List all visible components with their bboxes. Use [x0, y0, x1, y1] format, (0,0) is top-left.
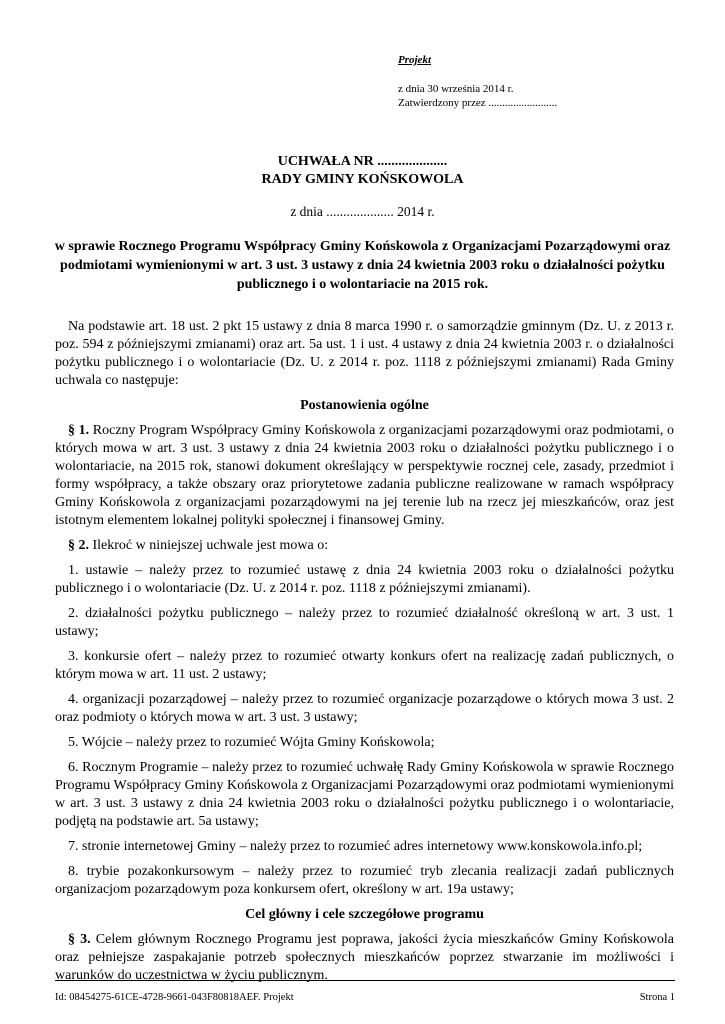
resolution-subject: w sprawie Rocznego Programu Współpracy Gminy Końskowola z Organizacjami Pozarządowymi oraz podmiotami wymienionymi w art. 3 ust. 3 ustawy z dnia 24 kwietnia 2003 roku o działalności pożytku publicznego i o wolontariacie na 2015 rok. [54, 239, 671, 292]
paragraph-1 [55, 422, 674, 530]
paragraph-3 [55, 931, 674, 985]
section-heading-goals: Cel główny i cele szczegółowe programu [245, 907, 484, 922]
legal-basis-paragraph: Na podstawie art. 18 ust. 2 pkt 15 ustawy z dnia 8 marca 1990 r. o samorządzie gminnym (Dz. U. z 2013 r. poz. 594 z późniejszymi zmianami) oraz art. 5a ust. 1 i ust. 4 ustawy z dnia 24 kwietnia 2003 r. o działalności pożytku publicznego i o wolontariacie (Dz. U. z 2014 r. poz. 1118 z późniejszymi zmianami) Rada Gminy uchwala co następuje: [55, 319, 674, 388]
definition-item: 6. Rocznym Programie – należy przez to rozumieć uchwałę Rady Gminy Końskowola w sprawie Rocznego Programu Współpracy Gminy Końskowola z Organizacjami Pozarządowymi oraz podmiotami wymienionymi w art. 3 ust. 3 ustawy z dnia 24 kwietnia 2003 roku o działalności pożytku publicznego i o wolontariacie, podjętą na podstawie art. 5a ustawy; [55, 760, 674, 829]
paragraph-2-mark: § 2. [68, 538, 89, 553]
paragraph-3-text: Celem głównym Rocznego Programu jest poprawa, jakości życia mieszkańców Gminy Końskowola oraz pełniejsze zaspakajanie potrzeb społecznych mieszkańców poprzez stwarzanie im możliwości i warunków do uczestnictwa w życiu publicznym. [55, 932, 674, 983]
definition-item: 7. stronie internetowej Gminy – należy przez to rozumieć adres internetowy www.konskowola.info.pl; [68, 839, 643, 854]
paragraph-2-text: Ilekroć w niniejszej uchwale jest mowa o: [89, 538, 329, 553]
page-number: Strona 1 [639, 992, 675, 1003]
paragraph-1-text: Roczny Program Współpracy Gminy Końskowola z organizacjami pozarządowymi oraz podmiotami, o których mowa w art. 3 ust. 3 ustawy z dnia 24 kwietnia 2003 roku o działalności pożytku publicznego i o wolontariacie, na 2015 rok, stanowi dokument określający w perspektywie rocznej cele, zasady, przedmiot i formy współpracy, a także obszary oraz priorytetowe zadania publiczne realizowane w ramach współpracy Gminy Końskowola z organizacjami pozarządowymi na jej terenie lub na rzecz jej mieszkańców, oraz jest istotnym elementem lokalnej polityki społecznej i finansowej Gminy. [55, 423, 674, 528]
page-footer [55, 980, 675, 1003]
definition-item: 1. ustawie – należy przez to rozumieć ustawę z dnia 24 kwietnia 2003 roku o działalności pożytku publicznego i o wolontariacie (Dz. U. z 2014 r. poz. 1118 z późniejszymi zmianami). [55, 563, 674, 596]
definition-item: 3. konkursie ofert – należy przez to rozumieć otwarty konkurs ofert na realizację zadań publicznych, o którym mowa w art. 11 ust. 2 ustawy; [55, 649, 674, 682]
section-heading-general: Postanowienia ogólne [300, 398, 429, 413]
definition-item: 4. organizacji pozarządowej – należy przez to rozumieć organizacje pozarządowe o których mowa 3 ust. 2 oraz podmioty o których mowa w art. 3 ust. 3 ustawy; [55, 692, 674, 725]
definition-item: 2. działalności pożytku publicznego – należy przez to rozumieć działalność określoną w art. 3 ust. 1 ustawy; [55, 606, 674, 639]
resolution-number: UCHWAŁA NR .................... [277, 154, 448, 169]
projekt-label: Projekt [398, 54, 431, 66]
resolution-date: z dnia .................... 2014 r. [290, 204, 435, 219]
document-body [55, 318, 674, 992]
paragraph-1-mark: § 1. [68, 423, 90, 438]
approved-by: Zatwierdzony przez ......................... [398, 97, 558, 109]
council-name: RADY GMINY KOŃSKOWOLA [261, 172, 464, 187]
paragraph-3-mark: § 3. [68, 932, 91, 947]
definition-item: 8. trybie pozakonkursowym – należy przez to rozumieć tryb zlecania realizacji zadań publicznych organizacjom pozarządowym poza konkursem ofert, określony w art. 19a ustawy; [55, 864, 674, 897]
definition-item: 5. Wójcie – należy przez to rozumieć Wójta Gminy Końskowola; [68, 735, 435, 750]
paragraph-2 [55, 537, 674, 555]
document-id: Id: 08454275-61CE-4728-9661-043F80818AEF. Projekt [55, 992, 294, 1003]
draft-date: z dnia 30 września 2014 r. [398, 83, 514, 95]
